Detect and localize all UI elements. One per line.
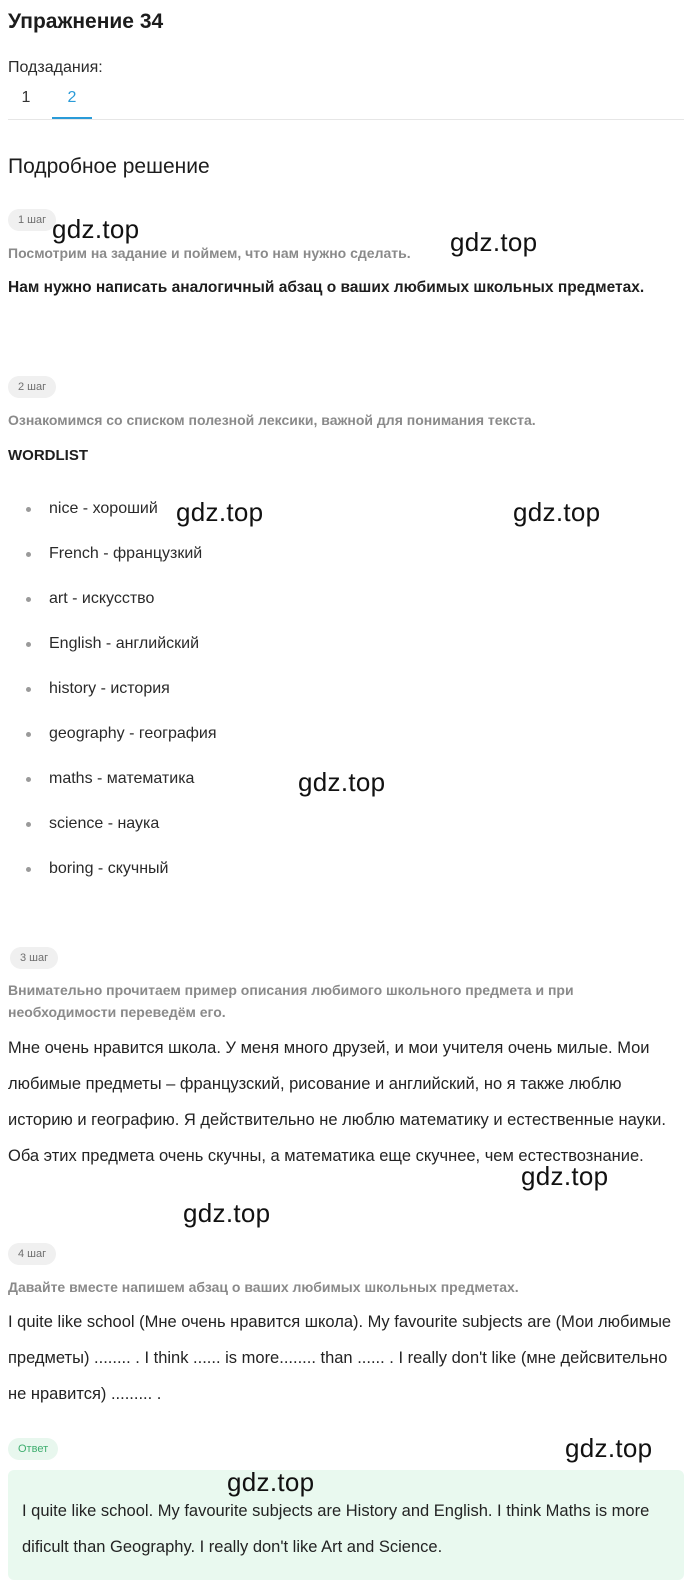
subtasks-label: Подзадания:: [8, 59, 103, 76]
step-3-description-line-1: Внимательно прочитаем пример описания любимого школьного предмета и при: [8, 982, 574, 998]
step-4-text: I quite like school (Мне очень нравится школа). My favourite subjects are (Мои любимые предметы) ........ . I think ...... is more........ than ...... . I really don't like (мне дейсвительно не нравится) ......... .: [8, 1313, 672, 1403]
list-item: French - французкий: [49, 545, 203, 562]
bullet-icon: [26, 687, 31, 692]
watermark: gdz.top: [298, 767, 386, 797]
bullet-icon: [26, 777, 31, 782]
list-item: history - история: [49, 680, 170, 697]
watermark: gdz.top: [183, 1198, 271, 1228]
step-4-description: Давайте вместе напишем абзац о ваших любимых школьных предметах.: [8, 1279, 519, 1295]
wordlist-heading: WORDLIST: [8, 447, 88, 464]
step-3-text: Мне очень нравится школа. У меня много друзей, и мои учителя очень милые. Мои любимые предметы – французский, рисование и английский, но я также люблю историю и географию. Я действительно не люблю математику и естественные науки. Оба этих предмета очень скучны, а математика еще скучнее, чем естествознание.: [8, 1039, 666, 1165]
list-item: maths - математика: [49, 770, 195, 787]
bullet-icon: [26, 552, 31, 557]
watermark: gdz.top: [227, 1467, 315, 1497]
bullet-icon: [26, 732, 31, 737]
tabs-divider: [8, 119, 684, 120]
list-item: English - английский: [49, 635, 199, 652]
step-1-text: Нам нужно написать аналогичный абзац о ваших любимых школьных предметах.: [8, 279, 645, 296]
page-title: Упражнение 34: [8, 10, 164, 33]
step-2-description: Ознакомимся со списком полезной лексики, важной для понимания текста.: [8, 412, 536, 428]
bullet-icon: [26, 507, 31, 512]
list-item: art - искусство: [49, 590, 155, 607]
step-3-description-line-2: необходимости переведём его.: [8, 1004, 226, 1020]
bullet-icon: [26, 822, 31, 827]
watermark: gdz.top: [450, 227, 538, 257]
watermark: gdz.top: [513, 497, 601, 527]
step-1-description: Посмотрим на задание и поймем, что нам нужно сделать.: [8, 245, 411, 261]
list-item: nice - хороший: [49, 500, 158, 517]
list-item: geography - география: [49, 725, 217, 742]
section-title: Подробное решение: [8, 155, 210, 178]
bullet-icon: [26, 642, 31, 647]
step-badge-4: 4 шаг: [8, 1243, 56, 1265]
tab-subtask-2[interactable]: 2: [67, 89, 77, 106]
step-badge-1: 1 шаг: [8, 209, 56, 231]
watermark: gdz.top: [521, 1161, 609, 1191]
watermark: gdz.top: [565, 1433, 653, 1463]
bullet-icon: [26, 867, 31, 872]
bullet-icon: [26, 597, 31, 602]
list-item: science - наука: [49, 815, 160, 832]
tab-subtask-1[interactable]: 1: [21, 89, 31, 106]
step-badge-3: 3 шаг: [10, 947, 58, 969]
watermark: gdz.top: [52, 214, 140, 244]
answer-text: I quite like school. My favourite subjects are History and English. I think Maths is more dificult than Geography. I really don't like Art and Science.: [22, 1502, 650, 1556]
answer-badge: Ответ: [8, 1438, 58, 1460]
step-badge-2: 2 шаг: [8, 376, 56, 398]
list-item: boring - скучный: [49, 860, 169, 877]
watermark: gdz.top: [176, 497, 264, 527]
